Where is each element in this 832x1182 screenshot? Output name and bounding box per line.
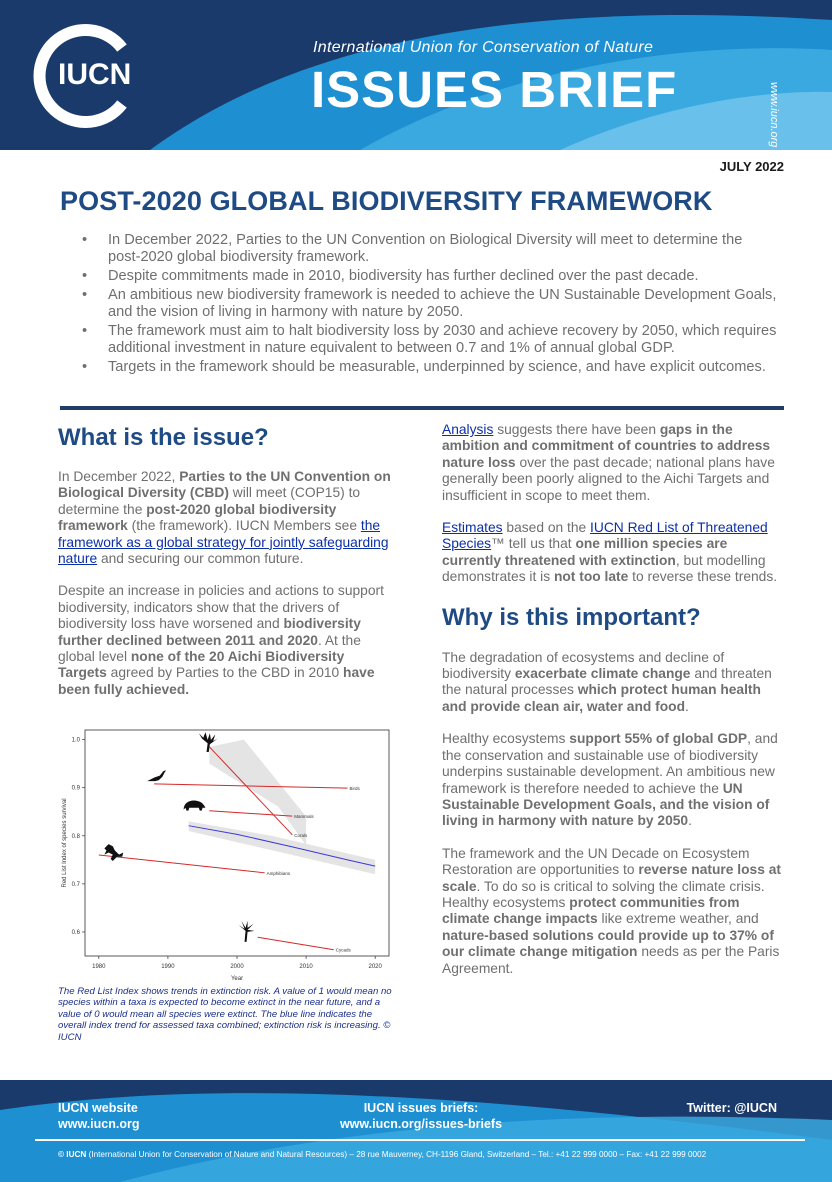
side-url: [768, 42, 832, 148]
analysis-paragraph: [442, 422, 782, 504]
series-label: Cycads: [335, 947, 351, 953]
text: will meet (COP15) to determine the: [58, 485, 361, 517]
bold-text: biodiversity further declined between 2011 and 2020: [58, 616, 361, 648]
series-label: Birds: [349, 786, 360, 792]
text: , but modelling demonstrates it is: [442, 552, 766, 585]
text: . To do so is critical to solving the climate crisis. Healthy ecosystems: [442, 878, 765, 910]
chart-svg: [58, 728, 394, 988]
footer-website-label: IUCN website: [58, 1101, 138, 1115]
key-point: • In December 2022, Parties to the UN Convention on Biological Diversity will meet to determine the post-2020 global biodiversity framework.: [60, 232, 778, 266]
footer-website: [58, 1100, 139, 1132]
y-tick-label: 0.8: [71, 833, 80, 840]
key-points-list: [60, 232, 778, 378]
y-tick-label: 0.9: [71, 785, 80, 792]
text: like extreme weather, and: [597, 911, 759, 927]
x-tick-label: 2010: [299, 964, 313, 970]
framework-strategy-link[interactable]: the framework as a global strategy for jointly safeguarding nature: [58, 518, 389, 567]
header-banner: [0, 0, 832, 150]
issue-date: JULY 2022: [719, 159, 784, 174]
series-label: Corals: [294, 832, 308, 838]
text: to reverse these trends.: [628, 569, 778, 585]
logo-text: IUCN: [58, 58, 132, 91]
text: based on the: [502, 520, 591, 536]
text: needs as per the Paris Agreement.: [442, 944, 780, 976]
section-divider: [60, 406, 784, 410]
bold-text: UN Sustainable Development Goals, and the vision of living in harmony with nature by 2050: [442, 780, 770, 829]
text: and securing our common future.: [97, 551, 304, 567]
footer-address: [58, 1150, 706, 1159]
x-tick-label: 1990: [161, 964, 175, 970]
left-column: [58, 420, 394, 698]
text: suggests there have been: [493, 422, 660, 437]
importance-paragraph-3: [442, 846, 782, 977]
text: Healthy ecosystems: [442, 731, 570, 747]
x-axis-label: Year: [230, 976, 244, 982]
estimates-paragraph: [442, 520, 782, 586]
text: The degradation of ecosystems and decline of biodiversity: [442, 649, 725, 682]
text: and threaten the natural processes: [442, 666, 772, 698]
red-list-index-chart: [58, 728, 394, 988]
brief-title: ISSUES BRIEF: [311, 61, 678, 118]
y-tick-label: 1.0: [71, 737, 80, 744]
analysis-link[interactable]: Analysis: [442, 422, 494, 437]
text: (the framework). IUCN Members see: [127, 518, 361, 534]
bold-text: nature-based solutions could provide up to 37% of our climate change mitigation: [442, 927, 774, 960]
importance-paragraph-2: [442, 731, 782, 829]
x-tick-label: 1980: [92, 964, 106, 970]
right-column: [442, 420, 782, 977]
footer-divider: [35, 1139, 805, 1141]
org-name: International Union for Conservation of Nature: [313, 39, 654, 56]
footer-website-link[interactable]: www.iucn.org: [58, 1117, 140, 1131]
side-url-text: www.iucn.org: [768, 82, 780, 148]
bold-text: none of the 20 Aichi Biodiversity Targets: [58, 649, 345, 681]
series-label: Mammals: [294, 814, 314, 820]
issue-paragraph-1: [58, 469, 394, 567]
y-tick-label: 0.7: [71, 881, 80, 888]
series-label: Amphibians: [266, 870, 291, 876]
key-point: • An ambitious new biodiversity framework is needed to achieve the UN Sustainable Development Goals, and the vision of living in harmony with nature by 2050.: [60, 287, 778, 321]
text: In December 2022,: [58, 469, 180, 484]
text: ™ tell us that: [491, 536, 576, 552]
bold-text: protect communities from climate change impacts: [442, 894, 740, 927]
bold-text: not too late: [553, 569, 629, 585]
footer-twitter[interactable]: Twitter: @IUCN: [686, 1101, 777, 1115]
bold-text: support 55% of global GDP: [569, 731, 748, 747]
bold-text: have been fully achieved.: [58, 665, 375, 697]
x-tick-label: 2000: [230, 964, 244, 970]
bold-text: which protect human health and provide clean air, water and food: [442, 682, 761, 714]
x-tick-label: 2020: [368, 964, 382, 970]
text: over the past decade; national plans have generally been poorly aligned to the Aichi Targets and insufficient in scope to meet them.: [442, 454, 775, 503]
key-point: • Targets in the framework should be measurable, underpinned by science, and have explicit outcomes.: [60, 359, 778, 376]
text: .: [685, 698, 689, 714]
page-title: POST-2020 GLOBAL BIODIVERSITY FRAMEWORK: [60, 186, 713, 216]
bold-text: exacerbate climate change: [514, 666, 691, 682]
bold-text: gaps in the ambition and commitment of countries to address nature loss: [442, 422, 771, 470]
address-text: (International Union for Conservation of Nature and Natural Resources) – 28 rue Mauverney, CH-1196 Gland, Switzerland – Tel.: +41 22 999 0000 – Fax: +41 22 999 0002: [86, 1150, 707, 1159]
footer-briefs-link[interactable]: www.iucn.org/issues-briefs: [339, 1117, 503, 1131]
text: .: [688, 813, 692, 829]
text: The framework and the UN Decade on Ecosystem Restoration are opportunities to: [442, 845, 750, 878]
heading-why-is-this-important: Why is this important?: [442, 603, 701, 631]
key-point: • The framework must aim to halt biodiversity loss by 2030 and achieve recovery by 2050, which requires additional investment in nature equivalent to between 0.7 and 1% of annual global GDP.: [60, 323, 778, 357]
y-tick-label: 0.6: [71, 929, 80, 936]
copyright: © IUCN: [58, 1150, 87, 1159]
text: agreed by Parties to the CBD in 2010: [106, 665, 344, 681]
bold-text: one million species are currently threatened with extinction: [442, 536, 728, 568]
text: , and the conservation and sustainable use of biodiversity underpins sustainable development. An ambitious new framework is therefore needed to achieve the: [442, 731, 778, 796]
footer-briefs-label: IUCN issues briefs:: [363, 1101, 479, 1115]
y-axis-label: Red List Index of species survival: [62, 798, 68, 888]
estimates-link[interactable]: Estimates: [442, 520, 503, 536]
footer-briefs: [336, 1100, 506, 1132]
bold-text: Parties to the UN Convention on Biological Diversity (CBD): [58, 469, 391, 501]
importance-paragraph-1: [442, 650, 782, 716]
text: . At the global level: [58, 632, 361, 665]
text: Despite an increase in policies and actions to support biodiversity, indicators show that the drivers of biodiversity loss have worsened and: [58, 583, 384, 632]
issue-paragraph-2: [58, 583, 394, 698]
chart-caption: The Red List Index shows trends in extinction risk. A value of 1 would mean no species within a taxa is expected to become extinct in the near future, and a value of 0 would mean all species were extinct. The blue line indicates the overall index trend for assessed taxa combined; extinction risk is increasing. © IUCN: [58, 986, 392, 1043]
red-list-link[interactable]: IUCN Red List of Threatened Species: [442, 520, 768, 552]
bold-text: post-2020 global biodiversity framework: [58, 501, 337, 534]
bold-text: reverse nature loss at scale: [442, 862, 781, 894]
heading-what-is-the-issue: What is the issue?: [58, 424, 269, 451]
key-point: • Despite commitments made in 2010, biodiversity has further declined over the past decade.: [60, 268, 778, 285]
